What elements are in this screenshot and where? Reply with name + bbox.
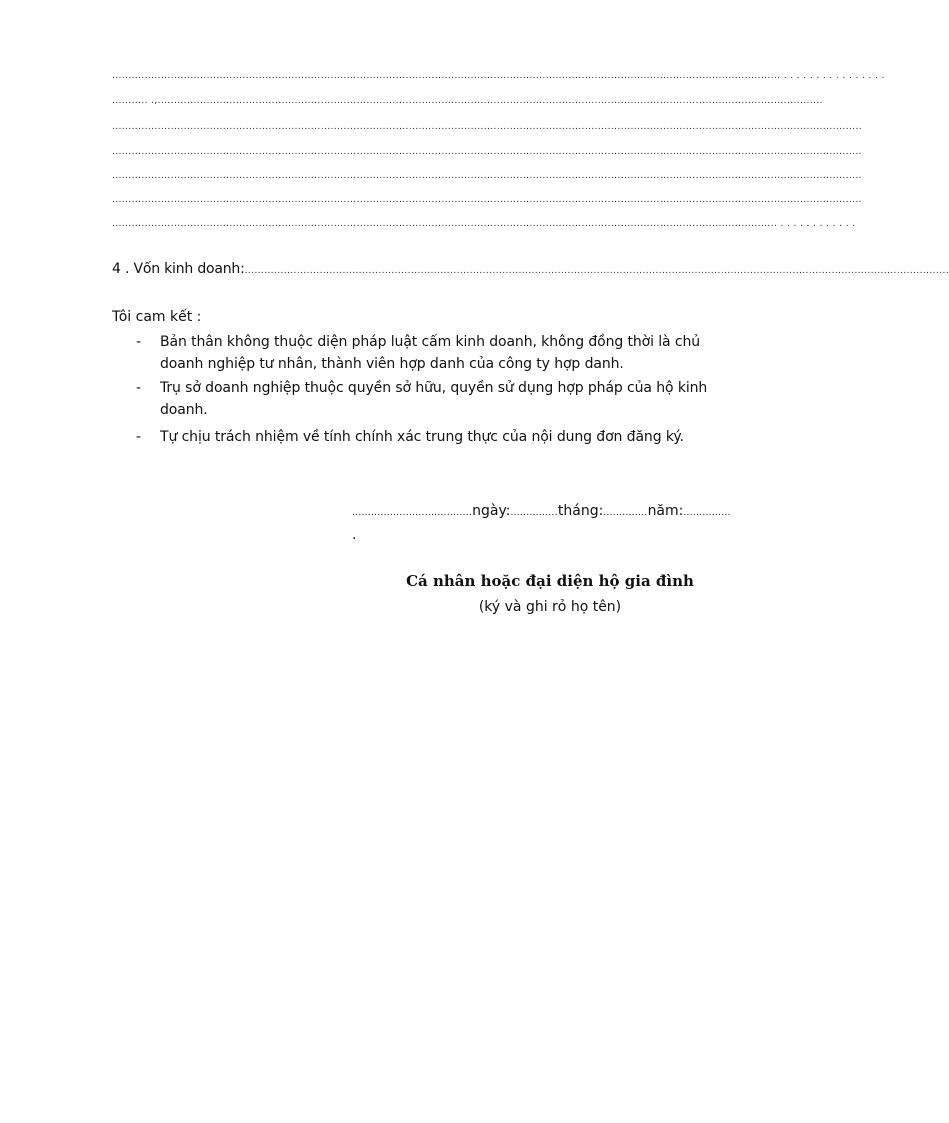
date-line: [352, 500, 731, 522]
fill-line: ......................................................................................................................................................................................................................................: [112, 122, 862, 132]
signature-note: (ký và ghi rỏ họ tên): [478, 599, 622, 615]
fill-line: ......................................................................................................................................................................................................................................: [112, 195, 862, 205]
day-label: ngày:: [472, 503, 511, 519]
bullet-dash: -: [136, 380, 142, 396]
date-line-tail: .: [352, 527, 357, 543]
capital-blank: ........................................................................................................................................................................................................................: [244, 266, 949, 276]
signature-title: Cá nhân hoặc đại diện hộ gia đình: [406, 572, 694, 590]
month-blank: ..............: [603, 508, 648, 518]
month-label: tháng:: [557, 503, 604, 519]
bullet-dash: -: [136, 334, 142, 350]
commitment-text: Bản thân không thuộc diện pháp luật cấm kinh doanh, không đồng thời là chủ doanh nghiệp tư nhân, thành viên hợp danh của công ty hợp danh.: [160, 334, 701, 372]
commitment-item: [136, 377, 716, 421]
commitment-text: Tự chịu trách nhiệm về tính chính xác trung thực của nội dung đơn đăng ký.: [160, 429, 684, 445]
day-blank: ...............: [510, 508, 558, 518]
capital-field: [112, 258, 949, 280]
fill-line: ........... .,............................................................................................................................................................................................................: [112, 96, 823, 106]
commitment-heading: Tôi cam kết :: [112, 309, 202, 325]
fill-line: ............................................................................................................................................................................................................. . . . . . . . . . . . . . . . .: [112, 71, 885, 81]
fill-line: ............................................................................................................................................................................................................ . . . . . . . . . . . .: [112, 219, 856, 229]
year-blank: ...............: [683, 508, 731, 518]
fill-line: ......................................................................................................................................................................................................................................: [112, 171, 862, 181]
place-blank: ......................................: [352, 508, 473, 518]
commitment-text: Trụ sở doanh nghiệp thuộc quyền sở hữu, quyền sử dụng hợp pháp của hộ kinh doanh.: [160, 380, 708, 418]
commitment-item: [136, 426, 716, 448]
year-label: năm:: [647, 503, 684, 519]
fill-line: ......................................................................................................................................................................................................................................: [112, 147, 862, 157]
capital-label: 4 . Vốn kinh doanh:: [112, 261, 245, 277]
bullet-dash: -: [136, 429, 142, 445]
commitment-item: [136, 331, 716, 375]
